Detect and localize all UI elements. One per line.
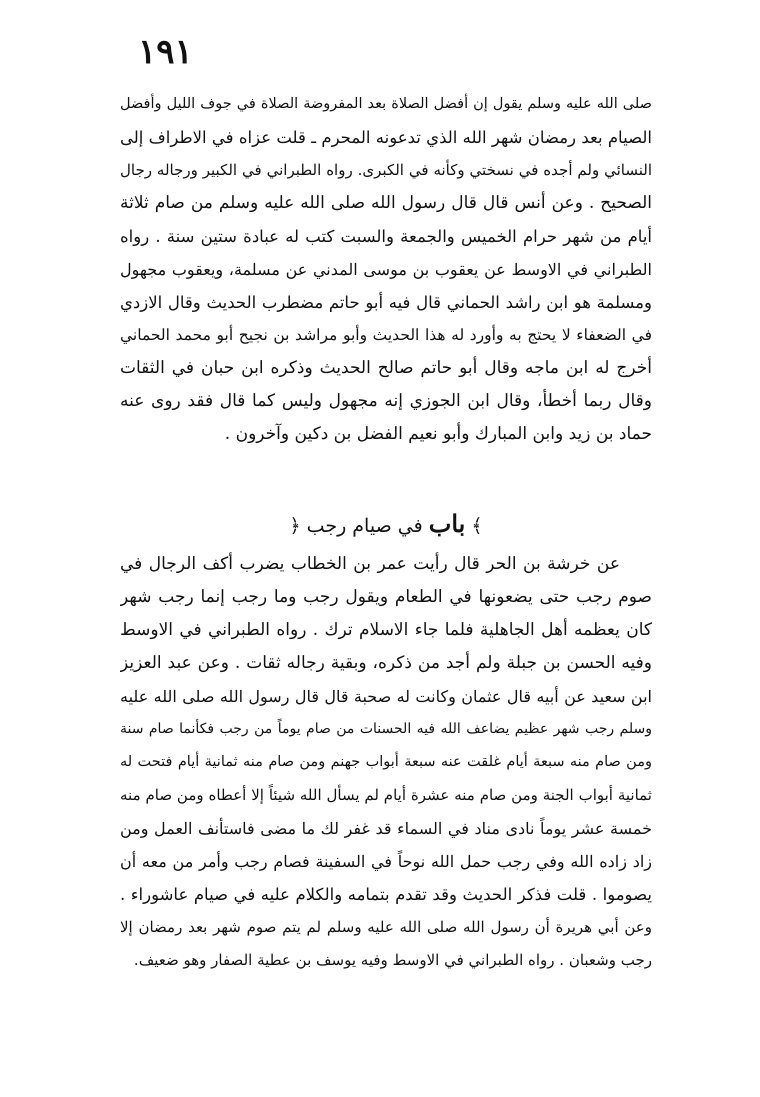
text-line: ومسلمة هو ابن راشد الحماني قال فيه أبو حاتم مضطرب الحديث وقال الازدي [120,293,652,312]
text-line: رجب وشعبان . رواه الطبراني في الاوسط وفيه يوسف بن عطية الصفار وهو ضعيف. [133,951,652,969]
text-line: الصحيح . وعن أنس قال قال رسول الله صلى الله عليه وسلم من صام ثلاثة [120,193,652,213]
text-line: وفيه الحسن بن جبلة ولم أجد من ذكره، وبقية رجاله ثقات . وعن عبد العزيز [120,653,652,673]
text-line: أيام من شهر حرام الخميس والجمعة والسبت كتب له عبادة ستين سنة . رواه [120,227,652,246]
text-line: أخرج له ابن ماجه وقال أبو حاتم صالح الحديث وذكره ابن حبان في الثقات [120,358,652,378]
text-line: صوم رجب حتى يضعونها في الطعام ويقول رجب وما رجب إنما رجب شهر [120,587,652,607]
text-line: ثمانية أبواب الجنة ومن صام منه عشرة أيام لم يسأل الله شيئاً إلا أعطاه ومن صام منه [120,786,652,804]
chapter-heading-title: في صيام رجب [306,515,423,537]
paragraph-2 [120,548,652,977]
chapter-heading [120,504,652,544]
text-line: صلى الله عليه وسلم يقول إن أفضل الصلاة بعد المفروضة الصلاة في جوف الليل وأفضل [120,96,652,112]
text-line: خمسة عشر يوماً نادى مناد في السماء قد غفر لك ما مضى فاستأنف العمل ومن [120,819,652,838]
chapter-heading-bab: باب [428,509,466,538]
text-line: النسائي ولم أجده في نسختي وكأنه في الكبرى. رواه الطبراني في الكبير ورجاله رجال [120,161,652,179]
text-line: يصوموا . قلت فذكر الحديث وقد تقدم بتمامه والكلام عليه في صيام عاشوراء . [120,885,652,904]
text-line: زاد زاده الله وفي رجب حمل الله نوحاً في السفينة فصام رجب وأمر من معه أن [120,852,652,871]
text-line: ومن صام منه سبعة أيام غلقت عنه سبعة أبواب جهنم ومن صام منه ثمانية أيام فتحت له [120,754,652,770]
text-line: حماد بن زيد وابن المبارك وأبو نعيم الفضل بن دكين وآخرون . [224,424,652,444]
text-line: وسلم رجب شهر عظيم يضاعف الله فيه الحسنات من صام يوماً من رجب فكأنما صام سنة [120,721,652,737]
ornament-bracket-right: ﴾ [471,515,483,537]
text-line: ابن سعيد عن أبيه قال عثمان وكانت له صحبة قال قال رسول الله صلى الله عليه [120,687,652,706]
page-number: ١٩١ [138,32,193,72]
text-line: كان يعظمه أهل الجاهلية فلما جاء الاسلام ترك . رواه الطبراني في الاوسط [120,620,652,640]
text-line: في الضعفاء لا يحتج به وأورد له هذا الحديث وأبو مراشد بن نجيح أبو محمد الحماني [120,326,652,344]
ornament-bracket-left: ﴿ [289,515,301,537]
paragraph-1 [120,88,652,451]
text-line: عن خرشة بن الحر قال رأيت عمر بن الخطاب يضرب أكف الرجال في [120,554,620,574]
text-line: وعن أبي هريرة أن رسول الله صلى الله عليه وسلم لم يتم صوم شهر بعد رمضان إلا [120,918,652,936]
text-line: وقال ربما أخطأ، وقال ابن الجوزي إنه مجهول وليس كما قال فقد روى عنه [120,391,652,411]
text-line: الطبراني في الاوسط عن يعقوب بن موسى المدني عن مسلمة، ويعقوب مجهول [120,260,652,279]
text-line: الصيام بعد رمضان شهر الله الذي تدعونه المحرم ـ قلت عزاه في الاطراف إلى [120,128,652,147]
